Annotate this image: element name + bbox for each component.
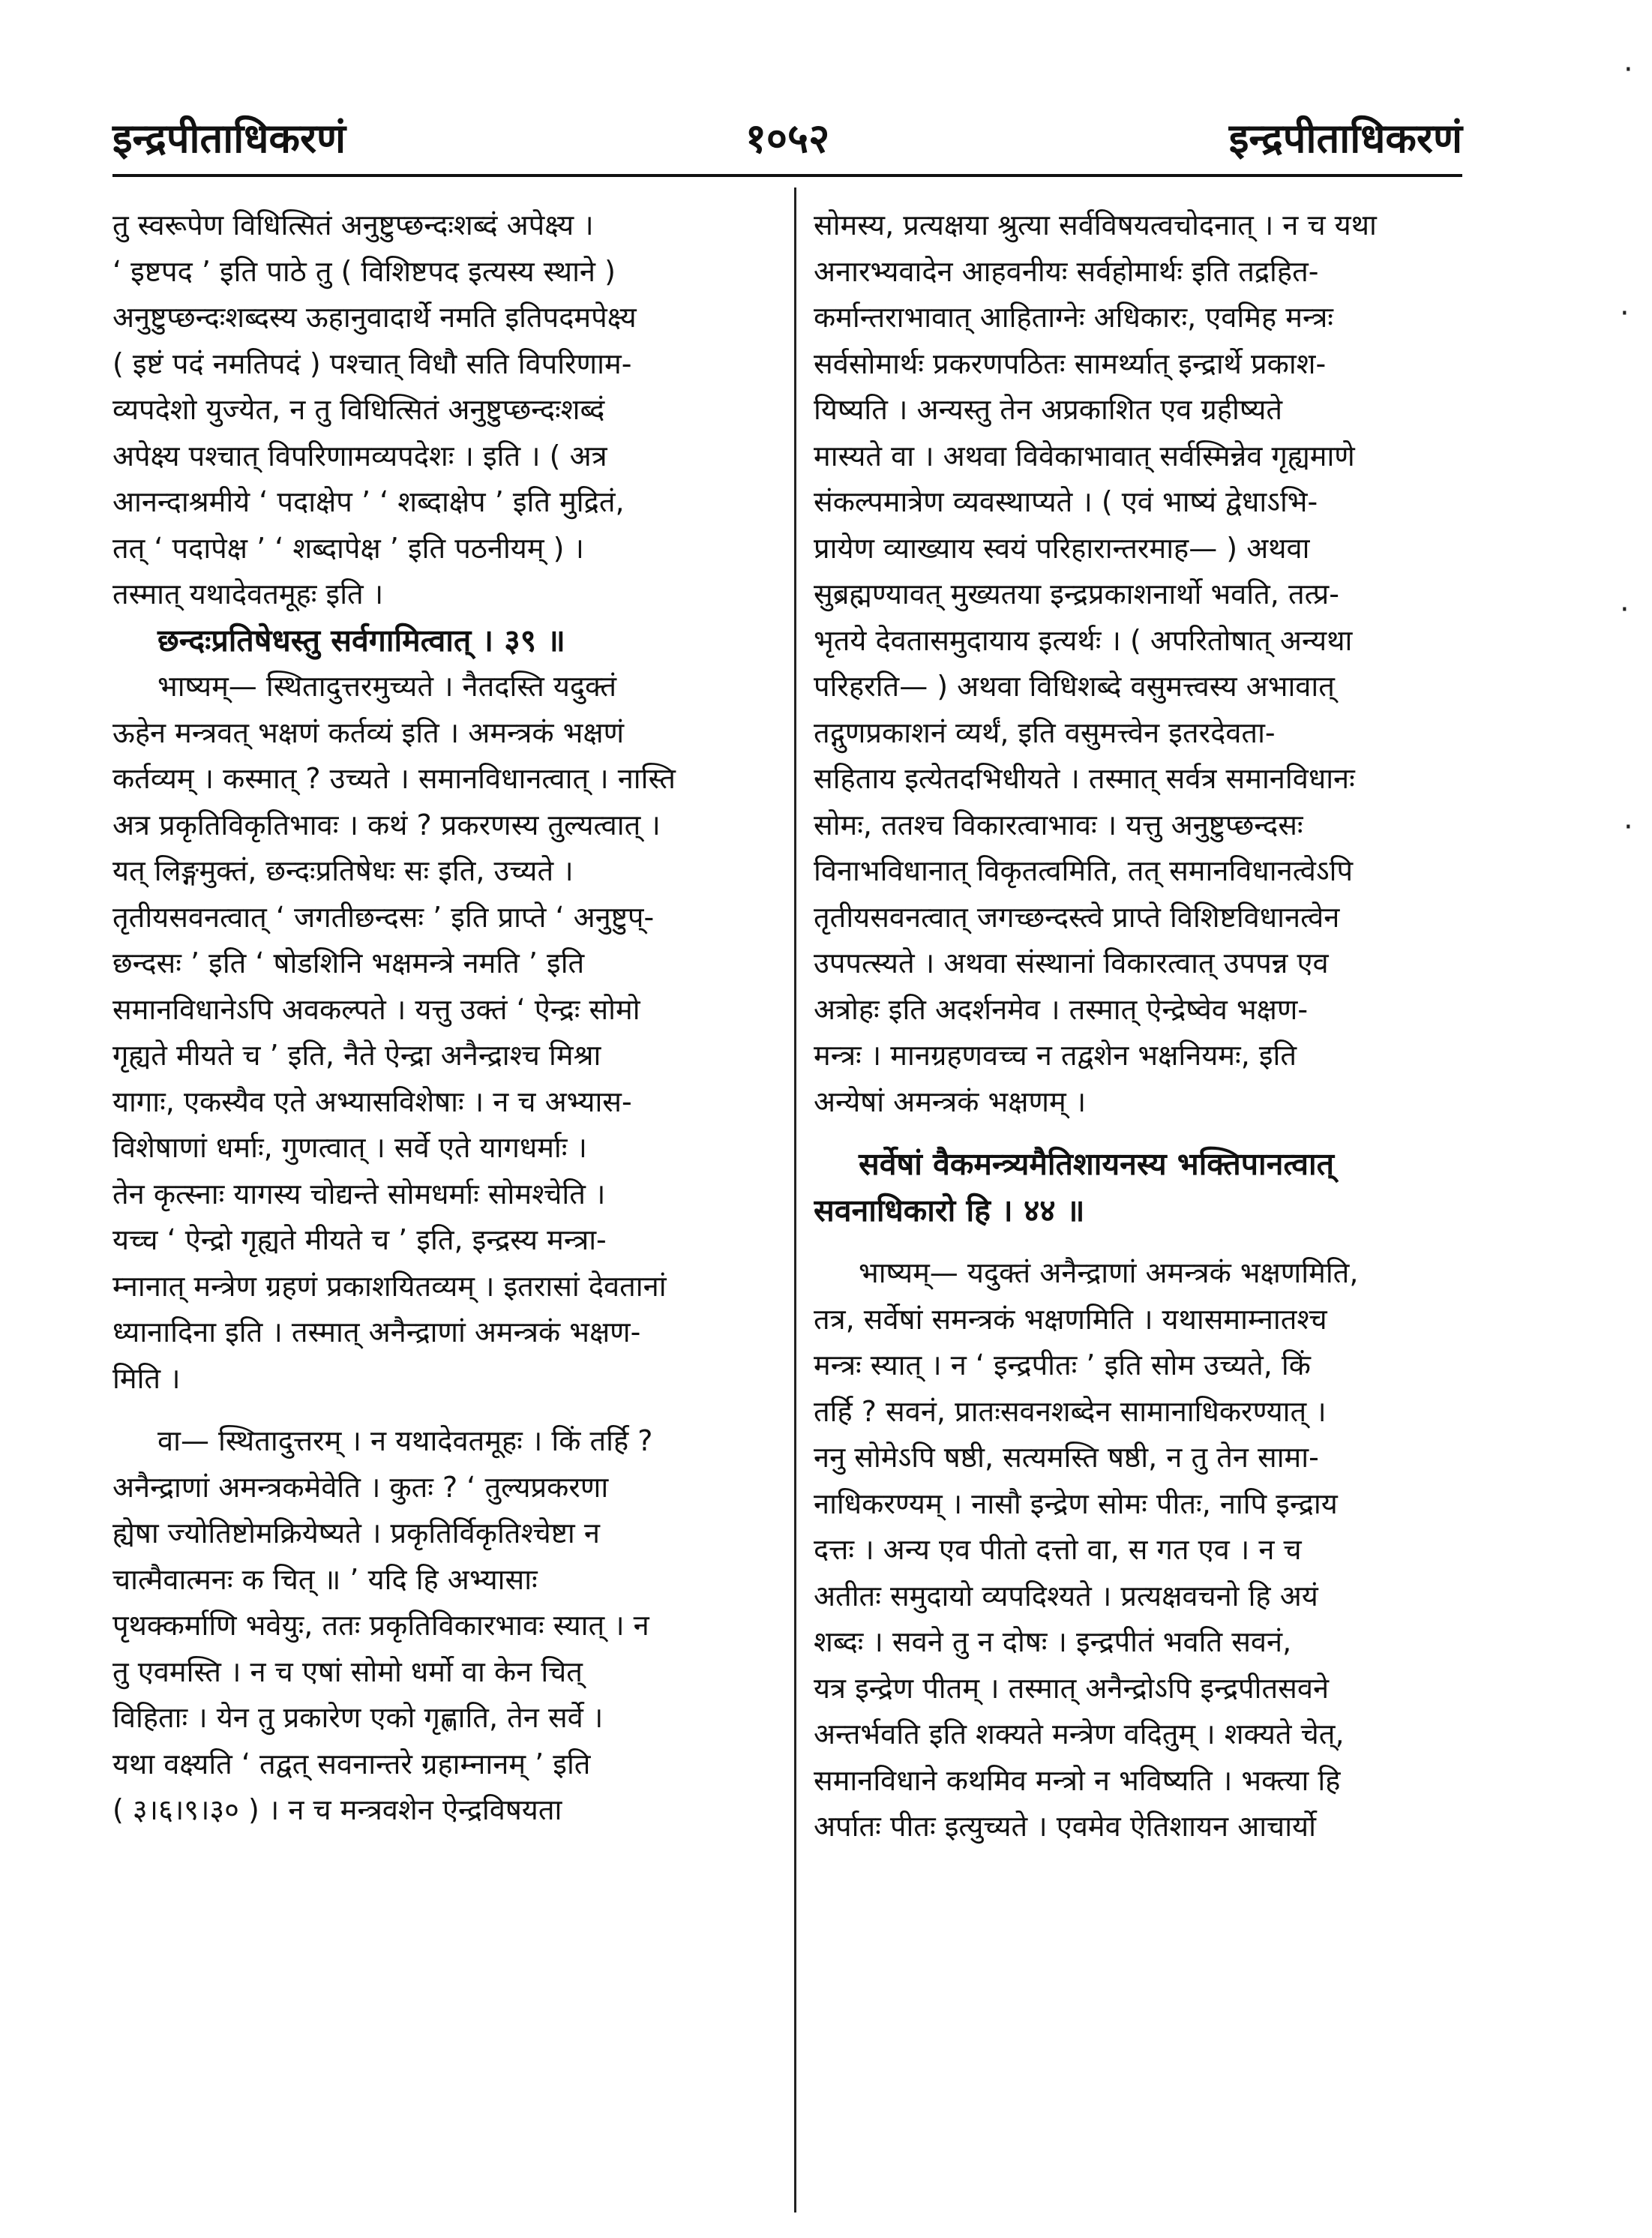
bhashya-line: म्नानात् मन्त्रेण ग्रहणं प्रकाशयितव्यम् । इतरासां देवतानां — [112, 1269, 667, 1303]
scan-speck: · — [1624, 810, 1633, 844]
vartika-line: ह्येषा ज्योतिष्टोमक्रियेष्यते । प्रकृतिर्विकृतिश्चेष्टा न — [112, 1516, 600, 1550]
sutra-39: छन्दःप्रतिषेधस्तु सर्वगामित्वात् । ३९ ॥ — [157, 622, 565, 658]
text-line: कर्मान्तराभावात् आहिताग्नेः अधिकारः, एवमिह मन्त्रः — [814, 301, 1333, 334]
bhashya-line: शब्दः । सवने तु न दोषः । इन्द्रपीतं भवति सवनं, — [814, 1625, 1292, 1658]
bhashya-line: तृतीयसवनत्वात् ‘ जगतीछन्दसः ’ इति प्राप्ते ‘ अनुष्टुप्- — [112, 900, 655, 934]
text-line: आनन्दाश्रमीये ‘ पदाक्षेप ’ ‘ शब्दाक्षेप ’ इति मुद्रितं, — [112, 485, 625, 518]
vartika-line: चात्मैवात्मनः क चित् ॥ ’ यदि हि अभ्यासाः — [112, 1562, 538, 1596]
text-line: तस्मात् यथादेवतमूहः इति । — [112, 578, 384, 610]
scan-speck: · — [1620, 296, 1630, 331]
text-line: तु स्वरूपेण विधित्सितं अनुष्टुप्छन्दःशब्दं अपेक्ष्य । — [112, 208, 594, 242]
text-line: मास्यते वा । अथवा विवेकाभावात् सर्वस्मिन्नेव गृह्यमाणे — [814, 439, 1355, 472]
text-line: सुब्रह्मण्यावत् मुख्यतया इन्द्रप्रकाशनार्थो भवति, तत्प्र- — [814, 578, 1339, 610]
bhashya-line: अत्र प्रकृतिविकृतिभावः । कथं ? प्रकरणस्य तुल्यत्वात् । — [112, 808, 661, 842]
text-line: प्रायेण व्याख्याय स्वयं परिहारान्तरमाह— ) अथवा — [814, 531, 1310, 565]
vartika-line: अनैन्द्राणां अमन्त्रकमेवेति । कुतः ? ‘ तुल्यप्रकरणा — [112, 1470, 609, 1504]
bhashya-line: ननु सोमेऽपि षष्ठी, सत्यमस्ति षष्ठी, न तु तेन सामा- — [814, 1441, 1319, 1474]
bhashya-line: यत् लिङ्गमुक्तं, छन्दःप्रतिषेधः सः इति, उच्यते । — [112, 854, 574, 887]
bhashya-line: मन्त्रः स्यात् । न ‘ इन्द्रपीतः ’ इति सोम उच्यते, किं — [814, 1348, 1311, 1382]
text-line: उपपत्स्यते । अथवा संस्थानां विकारत्वात् उपपन्न एव — [814, 946, 1329, 980]
page-header — [112, 105, 1462, 172]
bhashya-line: विशेषाणां धर्माः, गुणत्वात् । सर्वे एते यागधर्माः । — [112, 1131, 587, 1164]
bhashya-line: ऊहेन मन्त्रवत् भक्षणं कर्तव्यं इति । अमन्त्रकं भक्षणं — [112, 716, 625, 749]
text-line: सोमस्य, प्रत्यक्षया श्रुत्या सर्वविषयत्वचोदनात् । न च यथा — [814, 208, 1377, 242]
bhashya-line: मिति । — [112, 1361, 181, 1395]
text-line: सोमः, ततश्च विकारत्वाभावः । यत्तु अनुष्टुप्छन्दसः — [814, 808, 1303, 842]
bhashya-line: भाष्यम्— स्थितादुत्तरमुच्यते । नैतदस्ति यदुक्तं — [157, 670, 617, 703]
bhashya-line: तर्हि ? सवनं, प्रातःसवनशब्देन सामानाधिकरण्यात् । — [814, 1394, 1327, 1428]
text-line: व्यपदेशो युज्येत, न तु विधित्सितं अनुष्टुप्छन्दःशब्दं — [112, 393, 605, 426]
bhashya-line: दत्तः । अन्य एव पीतो दत्तो वा, स गत एव । न च — [814, 1533, 1302, 1566]
bhashya-line: समानविधाने कथमिव मन्त्रो न भविष्यति । भक्त्या हि — [814, 1763, 1341, 1797]
bhashya-line: अतीतः समुदायो व्यपदिश्यते । प्रत्यक्षवचनो हि अयं — [814, 1579, 1318, 1612]
text-line: मन्त्रः । मानग्रहणवच्च न तद्वशेन भक्षनियमः, इति — [814, 1039, 1297, 1072]
text-line: अनारभ्यवादेन आहवनीयः सर्वहोमार्थः इति तद्रहित- — [814, 254, 1319, 288]
bhashya-line: समानविधानेऽपि अवकल्पते । यत्तु उक्तं ‘ ऐन्द्रः सोमो — [112, 992, 640, 1026]
text-line: सर्वसोमार्थः प्रकरणपठितः सामर्थ्यात् इन्द्रार्थे प्रकाश- — [814, 346, 1327, 380]
bhashya-line: कर्तव्यम् । कस्मात् ? उच्यते । समानविधानत्वात् । नास्ति — [112, 762, 676, 795]
running-title-right: इन्द्रपीताधिकरणं — [1228, 115, 1462, 162]
bhashya-line: भाष्यम्— यदुक्तं अनैन्द्राणां अमन्त्रकं भक्षणमिति, — [859, 1256, 1359, 1289]
bhashya-line: अर्पातः पीतः इत्युच्यते । एवमेव ऐतिशायन आचार्यो — [814, 1810, 1316, 1843]
bhashya-line: अन्तर्भवति इति शक्यते मन्त्रेण वदितुम् । शक्यते चेत्, — [814, 1718, 1345, 1750]
bhashya-line: गृह्यते मीयते च ’ इति, नैते ऐन्द्रा अनैन्द्राश्च मिश्रा — [112, 1039, 601, 1072]
text-line: संकल्पमात्रेण व्यवस्थाप्यते । ( एवं भाष्यं द्वेधाऽभि- — [814, 485, 1318, 518]
column-divider — [794, 188, 796, 2212]
text-line: सहिताय इत्येतदभिधीयते । तस्मात् सर्वत्र समानविधानः — [814, 762, 1355, 795]
left-column — [112, 202, 772, 1834]
sutra-44: सवनाधिकारो हि । ४४ ॥ — [814, 1192, 1085, 1228]
bhashya-line: यच्च ‘ ऐन्द्रो गृह्यते मीयते च ’ इति, इन्द्रस्य मन्त्रा- — [112, 1223, 607, 1256]
bhashya-line: यागाः, एकस्यैव एते अभ्यासविशेषाः । न च अभ्यास- — [112, 1084, 632, 1118]
bhashya-line: तेन कृत्स्नाः यागस्य चोद्यन्ते सोमधर्माः सोमश्चेति । — [112, 1177, 606, 1210]
text-line: ‘ इष्टपद ’ इति पाठे तु ( विशिष्टपद इत्यस्य स्थाने ) — [112, 254, 616, 288]
vartika-line: तु एवमस्ति । न च एषां सोमो धर्मो वा केन चित् — [112, 1654, 583, 1688]
scan-speck: · — [1620, 592, 1630, 627]
text-line: तृतीयसवनत्वात् जगच्छन्दस्त्वे प्राप्ते विशिष्टविधानत्वेन — [814, 900, 1340, 934]
right-column — [814, 202, 1462, 1850]
vartika-line: वा— स्थितादुत्तरम् । न यथादेवतमूहः । किं तर्हि ? — [157, 1424, 653, 1457]
text-line: भृतये देवतासमुदायाय इत्यर्थः । ( अपरितोषात् अन्यथा — [814, 623, 1353, 657]
text-line: विनाभविधानात् विकृतत्वमिति, तत् समानविधानत्वेऽपि — [814, 854, 1354, 887]
text-line: परिहरति— ) अथवा विधिशब्दे वसुमत्त्वस्य अभावात् — [814, 670, 1335, 703]
text-line: तत् ‘ पदापेक्ष ’ ‘ शब्दापेक्ष ’ इति पठनीयम् ) । — [112, 531, 584, 565]
text-line: अत्रोहः इति अदर्शनमेव । तस्मात् ऐन्द्रेष्वेव भक्षण- — [814, 992, 1309, 1026]
text-line: अन्येषां अमन्त्रकं भक्षणम् । — [814, 1084, 1087, 1118]
running-title-left: इन्द्रपीताधिकरणं — [112, 115, 346, 162]
page-number: १०५२ — [745, 115, 830, 162]
bhashya-line: यत्र इन्द्रेण पीतम् । तस्मात् अनैन्द्रोऽपि इन्द्रपीतसवने — [814, 1671, 1330, 1705]
text-line: अनुष्टुप्छन्दःशब्दस्य ऊहानुवादार्थे नमति इतिपदमपेक्ष्य — [112, 301, 637, 334]
text-line: तद्गुणप्रकाशनं व्यर्थं, इति वसुमत्त्वेन इतरदेवता- — [814, 716, 1276, 749]
bhashya-line: तत्र, सर्वेषां समन्त्रकं भक्षणमिति । यथासमाम्नातश्च — [814, 1302, 1327, 1336]
vartika-line: विहिताः । येन तु प्रकारेण एको गृह्णाति, तेन सर्वे । — [112, 1701, 604, 1734]
vartika-line: पृथक्कर्माणि भवेयुः, ततः प्रकृतिविकारभावः स्यात् । न — [112, 1609, 649, 1642]
vartika-line: यथा वक्ष्यति ‘ तद्वत् सवनान्तरे ग्रहाम्नानम् ’ इति — [112, 1747, 591, 1780]
header-rule — [112, 174, 1462, 177]
vartika-line: ( ३।६।९।३० ) । न च मन्त्रवशेन ऐन्द्रविषयता — [112, 1793, 562, 1826]
bhashya-line: ध्यानादिना इति । तस्मात् अनैन्द्राणां अमन्त्रकं भक्षण- — [112, 1316, 641, 1348]
text-line: ( इष्टं पदं नमतिपदं ) पश्चात् विधौ सति विपरिणाम- — [112, 346, 632, 380]
text-line: अपेक्ष्य पश्चात् विपरिणामव्यपदेशः । इति । ( अत्र — [112, 439, 607, 472]
bhashya-line: छन्दसः ’ इति ‘ षोडशिनि भक्षमन्त्रे नमति ’ इति — [112, 946, 585, 980]
scan-speck: · — [1624, 52, 1633, 87]
sutra-44: सर्वेषां वैकमन्त्र्यमैतिशायनस्य भक्तिपानत्वात् — [859, 1146, 1335, 1182]
bhashya-line: नाधिकरण्यम् । नासौ इन्द्रेण सोमः पीतः, नापि इन्द्राय — [814, 1486, 1338, 1520]
text-line: यिष्यति । अन्यस्तु तेन अप्रकाशित एव ग्रहीष्यते — [814, 393, 1283, 426]
